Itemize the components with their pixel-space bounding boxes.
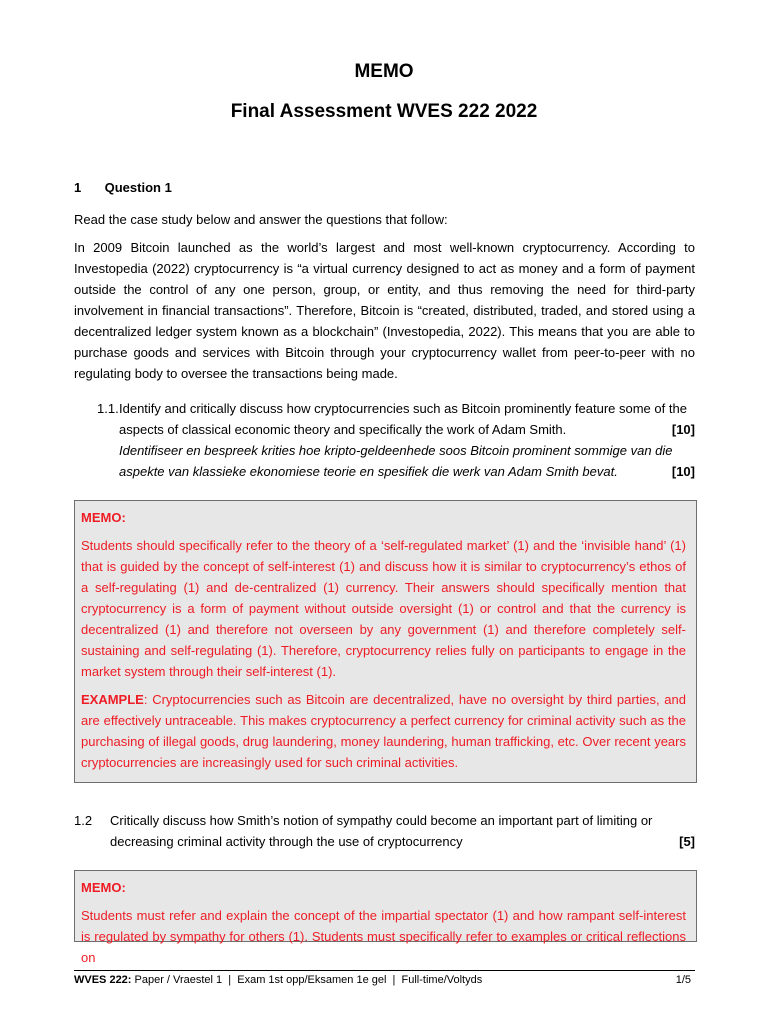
memo-heading: MEMO: [81,880,126,895]
section-heading [74,180,172,195]
question-line: Critically discuss how Smith’s notion of sympathy could become an important part of limiting or [110,813,653,828]
memo-body: Students should specifically refer to the theory of a ‘self-regulated market’ (1) and the ‘invisible hand’ (1) that is guided by the concept of self-interest (1) and discuss how it is similar to cryptocurrency’s ethos of a self-regulating (1) and de-centralized (1) currency. Their answers should specifically mention that cryptocurrency is a form of payment without outside oversight (1) or control and that the currency is decentralized (1) and therefore not overseen by any government (1) and therefore completely self-sustaining and self-regulating (1). Therefore, cryptocurrency relies fully on participants to engage in the market system through their self-interest (1). [81,538,686,679]
question-line: aspects of classical economic theory and specifically the work of Adam Smith. [119,422,567,437]
question-mark: [5] [679,834,695,849]
memo-box-2 [74,870,697,965]
question-mark-afrikaans: [10] [671,464,695,479]
footer-divider [74,970,695,971]
section-title: Question 1 [104,180,172,195]
question-line-afrikaans: aspekte van klassieke ekonomiese teorie en spesifiek die werk van Adam Smith bevat. [119,464,618,479]
question-number: 1.1. [97,401,119,416]
question-line-afrikaans: Identifiseer en bespreek krities hoe kripto-geldeenhede soos Bitcoin prominent sommige van die [119,443,673,458]
assessment-title: Final Assessment WVES 222 2022 [230,101,538,122]
memo-title: MEMO [354,61,414,82]
section-number: 1 [74,180,82,195]
question-1-2 [74,810,695,852]
footer-course-code: WVES 222: [74,974,132,986]
memo-box-1 [74,500,697,783]
example-label: EXAMPLE [81,692,144,707]
case-study-text: In 2009 Bitcoin launched as the world’s largest and most well-known cryptocurrency. According to Investopedia (2022) cryptocurrency is “a virtual currency designed to act as money and a form of payment outside the control of any one person, group, or entity, and thus removing the need for third-party involvement in financial transactions”. Therefore, Bitcoin is “created, distributed, traded, and stored using a decentralized ledger system known as a blockchain” (Investopedia, 2022). This means that you are able to purchase goods and services with Bitcoin through your cryptocurrency wallet from peer-to-peer with no regulating body to oversee the transactions being made. [74,240,695,381]
example-text: : Cryptocurrencies such as Bitcoin are decentralized, have no oversight by third parties, and are effectively untraceable. This makes cryptocurrency a perfect currency for criminal activity such as the purchasing of illegal goods, drug laundering, money laundering, human trafficking, etc. Over recent years cryptocurrencies are increasingly used for such criminal activities. [81,692,686,770]
question-number: 1.2 [74,813,93,828]
memo-heading: MEMO: [81,510,126,525]
question-1-1 [97,398,695,482]
page-number: 1/5 [675,974,691,986]
page-footer [74,974,695,986]
question-line: decreasing criminal activity through the use of cryptocurrency [110,834,463,849]
question-line: Identify and critically discuss how cryptocurrencies such as Bitcoin prominently feature some of the [119,401,687,416]
memo-body: Students must refer and explain the concept of the impartial spectator (1) and how rampant self-interest is regulated by sympathy for others (1). Students must specifically refer to examples or critical reflections on [81,908,686,965]
question-mark: [10] [671,422,695,437]
footer-details: Paper / Vraestel 1 | Exam 1st opp/Eksamen 1e gel | Full-time/Voltyds [131,974,483,986]
memo-example [81,689,686,773]
intro-text: Read the case study below and answer the questions that follow: [74,212,448,227]
